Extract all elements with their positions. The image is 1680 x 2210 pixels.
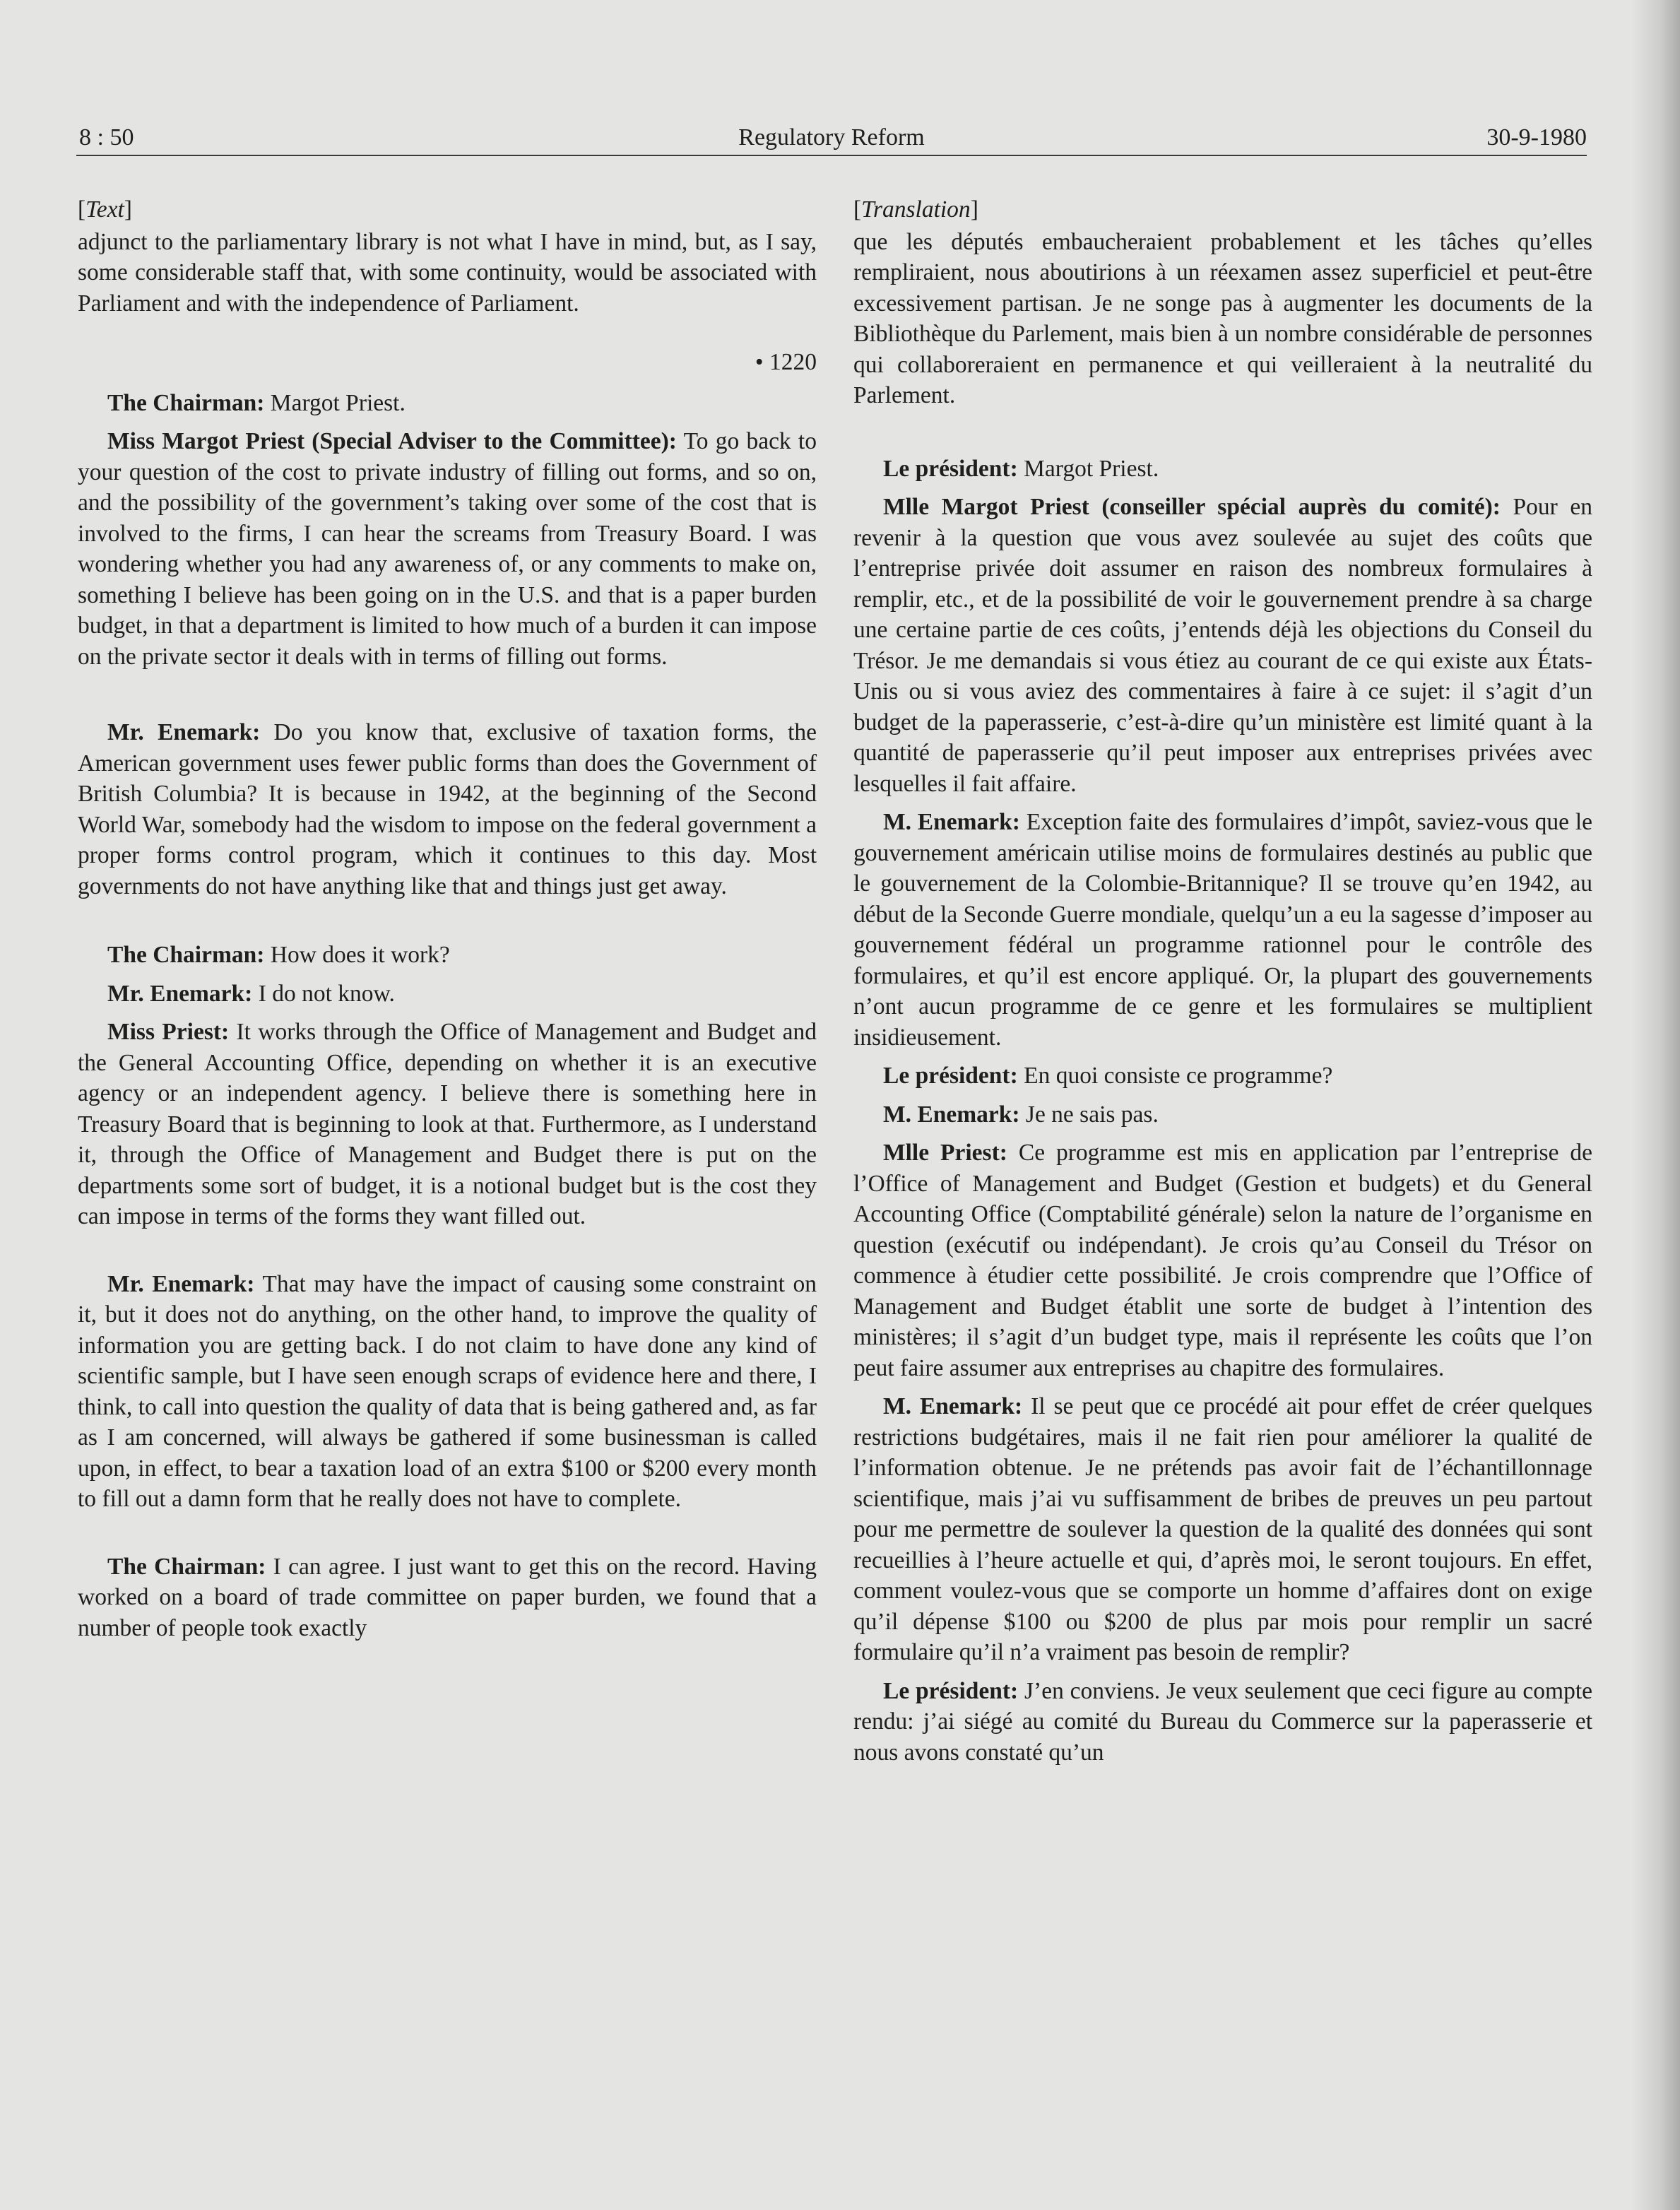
header-rule bbox=[76, 155, 1587, 156]
column-label-translation: [Translation] bbox=[853, 196, 978, 223]
speaker-name: Mlle Margot Priest (conseiller spécial auprès du comité): bbox=[883, 494, 1501, 520]
speaker-name: M. Enemark: bbox=[883, 1101, 1020, 1128]
speech-chairman-2 bbox=[78, 940, 817, 971]
speech-enemark-2-fr bbox=[853, 1099, 1592, 1130]
speech-text: J’en conviens. Je veux seulement que ceci figure au compte rendu: j’ai siégé au comité du Bureau du Commerce sur la paperasserie et nous avons constaté qu’un bbox=[853, 1677, 1593, 1766]
speaker-name: The Chairman: bbox=[107, 942, 265, 968]
column-label-text: [Text] bbox=[78, 196, 132, 223]
speaker-name: Miss Margot Priest (Special Adviser to the Committee): bbox=[107, 428, 677, 454]
speech-text: Exception faite des formulaires d’impôt, saviez-vous que le gouvernement américain utilise moins de formulaires destinés au public que le gouvernement de la Colombie-Britannique? Il se trouve qu’en 1942, au début de la Seconde Guerre mondiale, quelqu’un a eu la sagesse d’imposer au gouvernement fédéral un programme rationnel pour le contrôle des formulaires, et qu’il est encore appliqué. Or, la plupart des gouvernements n’ont aucun programme de ce genre et les formulaires se multiplient insidieusement. bbox=[853, 809, 1592, 1051]
speaker-name: The Chairman: bbox=[107, 389, 265, 416]
speech-enemark-1-fr bbox=[853, 807, 1592, 1053]
speech-text: Je ne sais pas. bbox=[1019, 1101, 1159, 1128]
page-number: 8 : 50 bbox=[79, 124, 134, 150]
speech-enemark-2 bbox=[78, 979, 817, 1010]
speech-text: I do not know. bbox=[252, 980, 395, 1007]
speech-text: Margot Priest. bbox=[1017, 455, 1159, 482]
speech-enemark-3-fr bbox=[853, 1391, 1592, 1668]
speech-text: It works through the Office of Management and Budget and the General Accounting Office, depending on whether it is an executive agency or an independent agency. I believe there is something here in Treasury Board that is beginning to look at that. Furthermore, as I understand it, through the Office of Management and Budget there is put on the departments some sort of budget, it is a notional budget but is the cost they can impose in terms of the forms they want filled out. bbox=[78, 1019, 817, 1229]
speaker-name: Mlle Priest: bbox=[883, 1140, 1007, 1166]
speech-text: That may have the impact of causing some constraint on it, but it does not do anything, on the other hand, to improve the quality of information you are getting back. I do not claim to have done any kind of scientific sample, but I have seen enough scraps of evidence here and there, I think, to call into question the quality of data that is being gathered and, as far as I am concerned, will always be gathered if some businessman is called upon, in effect, to bear a taxation load of an extra $100 or $200 every month to fill out a damn form that he really does not have to complete. bbox=[78, 1270, 817, 1512]
time-stamp: • 1220 bbox=[755, 349, 817, 375]
paragraph-continued: adjunct to the parliamentary library is not what I have in mind, but, as I say, some considerable staff that, with some continuity, would be associated with Parliament and with the independence of Parliament. bbox=[78, 228, 817, 317]
speech-president-1 bbox=[853, 454, 1592, 485]
page-edge-shadow bbox=[1631, 0, 1680, 2210]
english-column bbox=[78, 194, 817, 1651]
speaker-name: Le président: bbox=[883, 1063, 1018, 1089]
speaker-name: Miss Priest: bbox=[107, 1019, 230, 1045]
speaker-name: Mr. Enemark: bbox=[107, 1270, 255, 1297]
speech-text: Ce programme est mis en application par l’entreprise de l’Office of Management and Budget (Gestion et budgets) et du General Accounting Office (Comptabilité générale) selon la nature de l’organisme en question (exécutif ou indépendant). Je crois qu’au Conseil du Trésor on commence à étudier cette possibilité. Je crois comprendre que l’Office of Management and Budget établit une sorte de budget à l’intention des ministères; il s’agit d’un budget type, mais il représente les coûts que l’on peut faire assumer aux entreprises au chapitre des formulaires. bbox=[853, 1140, 1592, 1381]
speaker-name: M. Enemark: bbox=[883, 809, 1020, 835]
speaker-name: The Chairman: bbox=[107, 1553, 266, 1580]
speech-text: How does it work? bbox=[264, 942, 450, 968]
speech-president-2 bbox=[853, 1060, 1592, 1092]
speech-chairman-1 bbox=[78, 388, 817, 419]
speech-enemark-3 bbox=[78, 1269, 817, 1515]
speech-text: Pour en revenir à la question que vous avez soulevée au sujet des coûts que l’entreprise privée doit assumer en raison des nombreux formulaires à remplir, etc., et de la possibilité de voir le gouvernement prendre à sa charge une certaine partie de ces coûts, j’entends déjà les objections du Conseil du Trésor. Je me demandais si vous étiez au courant de ce qui existe aux États-Unis ou si vous aviez des commentaires à faire à ce sujet: il s’agit d’un budget de la paperasserie, c’est-à-dire qu’un ministère est limité quant à la quantité de paperasserie qu’il peut imposer aux entreprises privées avec lesquelles il fait affaire. bbox=[853, 494, 1592, 797]
speech-text: I can agree. I just want to get this on the record. Having worked on a board of trade committee on paper burden, we found that a number of people took exactly bbox=[78, 1553, 817, 1641]
speech-priest-1-fr bbox=[853, 492, 1592, 799]
speaker-name: Le président: bbox=[883, 455, 1018, 482]
speech-chairman-3 bbox=[78, 1552, 817, 1644]
paragraph-continued: que les députés embaucheraient probablement et les tâches qu’elles rempliraient, nous aboutirions à un réexamen assez superficiel et peut-être excessivement partisan. Je ne songe pas à augmenter les documents de la Bibliothèque du Parlement, mais bien à un nombre considérable de personnes qui collaboreraient en permanence et qui veilleraient à la neutralité du Parlement. bbox=[853, 228, 1592, 408]
speech-priest-2 bbox=[78, 1017, 817, 1232]
speaker-name: Mr. Enemark: bbox=[107, 980, 253, 1007]
speech-text: Margot Priest. bbox=[264, 389, 406, 416]
speech-text: En quoi consiste ce programme? bbox=[1017, 1063, 1333, 1089]
speech-president-3 bbox=[853, 1676, 1592, 1768]
speech-text: Do you know that, exclusive of taxation forms, the American government uses fewer public forms than does the Government of British Columbia? It is because in 1942, at the beginning of the Second World War, somebody had the wisdom to impose on the federal government a proper forms control program, which it continues to this day. Most governments do not have anything like that and things just get away. bbox=[78, 719, 817, 899]
speech-enemark-1 bbox=[78, 717, 817, 902]
speaker-name: Le président: bbox=[883, 1677, 1019, 1704]
speech-text: Il se peut que ce procédé ait pour effet de créer quelques restrictions budgétaires, mais il ne fait rien pour améliorer la qualité de l’information obtenue. Je ne prétends pas avoir fait de l’échantillonnage scientifique, mais j’ai vu suffisamment de bribes de preuves un peu partout pour me permettre de soulever la question de la qualité des données qui sont recueillies à l’heure actuelle et qui, d’après moi, le seront toujours. En effet, comment voulez-vous que se comporte un homme d’affaires dont on exige qu’il dépense $100 ou $200 de plus par mois pour remplir un sacré formulaire qu’il n’a vraiment pas besoin de remplir? bbox=[853, 1393, 1592, 1665]
running-title: Regulatory Reform bbox=[738, 124, 925, 150]
speaker-name: M. Enemark: bbox=[883, 1393, 1023, 1419]
speech-priest-1 bbox=[78, 426, 817, 672]
header-date: 30-9-1980 bbox=[1486, 124, 1587, 150]
page-header bbox=[76, 120, 1587, 155]
speaker-name: Mr. Enemark: bbox=[107, 719, 261, 745]
speech-priest-2-fr bbox=[853, 1138, 1592, 1383]
french-column bbox=[853, 194, 1592, 1775]
speech-text: To go back to your question of the cost to private industry of filling out forms, and so on, and the possibility of the government’s taking over some of the cost that is involved to the firms, I can hear the screams from Treasury Board. I was wondering whether you had any awareness of, or any comments to make on, something I believe has been going on in the U.S. and that is a paper burden budget, in that a department is limited to how much of a burden it can impose on the private sector it deals with in terms of filling out forms. bbox=[78, 428, 817, 670]
